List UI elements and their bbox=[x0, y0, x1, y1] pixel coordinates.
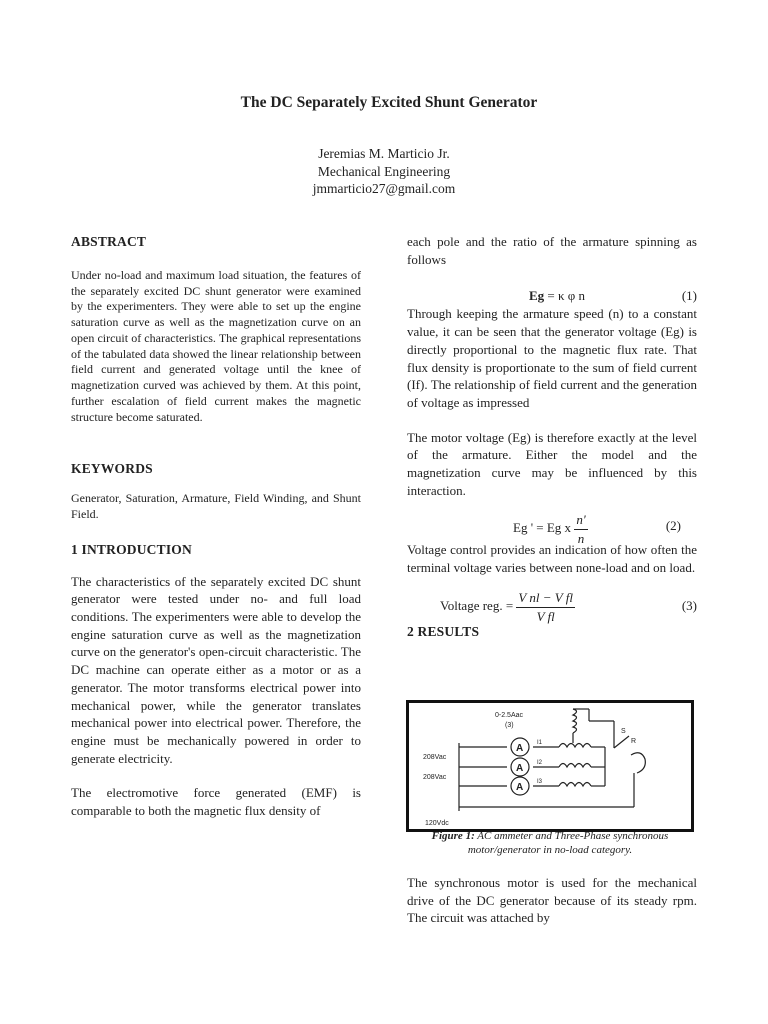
equation-1 bbox=[407, 287, 697, 305]
equation-1-number: (1) bbox=[681, 288, 697, 304]
author-email: jmmarticio27@gmail.com bbox=[312, 181, 456, 196]
ammeter-2-label: A bbox=[516, 763, 524, 774]
equation-1-rhs: = κ φ n bbox=[544, 288, 586, 304]
ammeter-range-label: 0-2.5Aac bbox=[495, 712, 524, 719]
figure-1-caption bbox=[406, 829, 694, 857]
right-paragraph-4: The synchronous motor is used for the mechanical drive of the DC generator because of its steady rpm. The circuit was attached by bbox=[407, 875, 697, 926]
equation-1-lhs: Eg bbox=[529, 288, 545, 304]
equation-2 bbox=[407, 511, 697, 547]
equation-3-fraction bbox=[516, 589, 575, 625]
keywords-heading: KEYWORDS bbox=[71, 460, 153, 476]
abstract-text: Under no-load and maximum load situation, the features of the separately excited DC shunt generator were examined by the experimenters. They were able to set up the engine saturation curve as well as the magnetization curve on an open circuit of characteristics. The graphical representations of the tabulated data showed the linear relationship between field current and generated voltage until the knee of magnetization curved was achieved by them. At this point, further escalation of field current makes the magnetic structure become saturated. bbox=[71, 267, 361, 424]
right-column bbox=[407, 233, 697, 641]
supply-label-2: 208Vac bbox=[423, 774, 447, 781]
abstract-heading: ABSTRACT bbox=[71, 234, 147, 249]
figure-1-caption-label: Figure 1: bbox=[431, 830, 475, 842]
author-block bbox=[0, 145, 768, 198]
equation-3-lhs: Voltage reg. = bbox=[440, 598, 514, 614]
equation-3-numerator: V nl − V fl bbox=[516, 589, 575, 608]
equation-2-lhs: Eg ' = Eg x bbox=[513, 520, 572, 536]
ammeter-3-label: A bbox=[516, 782, 524, 793]
equation-2-denominator: n bbox=[577, 531, 585, 547]
right-paragraph-1: Through keeping the armature speed (n) to a constant value, it can be seen that the generator voltage (Eg) is directly proportional to the magnetic flux rate. That flux density is proportionate to the sum of field current (If). The relationship of field current and the generation of voltage as impressed bbox=[407, 306, 697, 410]
rheostat-label: R bbox=[631, 738, 637, 745]
equation-2-numerator: n' bbox=[574, 511, 587, 530]
switch-label: S bbox=[621, 728, 626, 735]
current-3-label: I3 bbox=[537, 779, 543, 785]
figure-1-circuit-diagram bbox=[406, 700, 694, 832]
right-paragraph-2: The motor voltage (Eg) is therefore exactly at the level of the armature. Either the model and the magnetization curve may be influenced by this interaction. bbox=[407, 429, 697, 498]
introduction-paragraph-2: The electromotive force generated (EMF) is comparable to both the magnetic flux density of bbox=[71, 785, 361, 819]
paper-title: The DC Separately Excited Shunt Generator bbox=[240, 94, 538, 111]
author-name: Jeremias M. Marticio Jr. bbox=[318, 146, 450, 161]
keywords-text: Generator, Saturation, Armature, Field Winding, and Shunt Field. bbox=[71, 491, 361, 522]
equation-3-denominator: V fl bbox=[536, 608, 555, 624]
left-column bbox=[71, 233, 361, 820]
right-paragraph-0: each pole and the ratio of the armature spinning as follows bbox=[407, 234, 697, 267]
right-paragraph-3: Voltage control provides an indication of how often the terminal voltage varies between none-load and on load. bbox=[407, 542, 697, 576]
equation-2-fraction bbox=[574, 511, 587, 547]
equation-2-number: (2) bbox=[665, 518, 681, 534]
equation-3 bbox=[407, 589, 697, 625]
figure-1-caption-text: AC ammeter and Three-Phase synchronous motor/generator in no-load category. bbox=[467, 830, 669, 856]
introduction-heading: 1 INTRODUCTION bbox=[71, 541, 192, 557]
author-department: Mechanical Engineering bbox=[317, 163, 451, 179]
ammeter-count-label: (3) bbox=[505, 722, 514, 729]
right-column-bottom bbox=[407, 874, 697, 927]
circuit-schematic bbox=[409, 703, 691, 829]
current-2-label: I2 bbox=[537, 760, 543, 766]
results-heading: 2 RESULTS bbox=[407, 623, 480, 639]
supply-label-1: 208Vac bbox=[423, 754, 447, 761]
dc-supply-label: 120Vdc bbox=[425, 820, 449, 827]
ammeter-1-label: A bbox=[516, 743, 524, 754]
introduction-paragraph-1: The characteristics of the separately excited DC shunt generator were tested under no- and full load conditions. The experimenters were able to develop the engine saturation curve as well as the magnetization curve on the generator's open-circuit characteristic. The DC machine can operate either as a motor or as a generator. The motor transforms electrical power into mechanical power, while the generator translates mechanical power into electrical power. Therefore, the engine must be mechanically powered in order to generate electricity. bbox=[71, 573, 361, 766]
equation-3-number: (3) bbox=[681, 597, 697, 613]
current-1-label: I1 bbox=[537, 740, 543, 746]
